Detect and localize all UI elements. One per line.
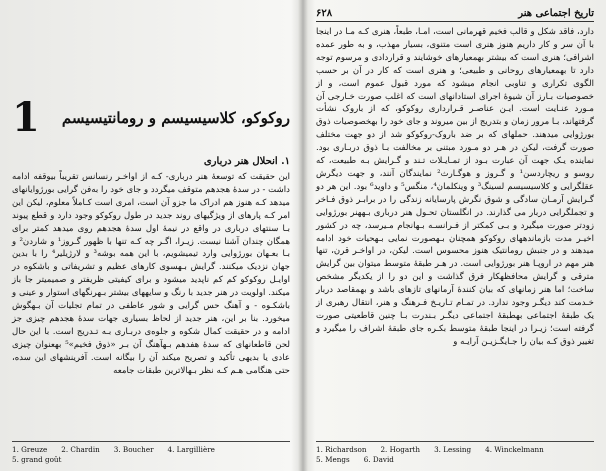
right-footnotes	[316, 441, 594, 465]
footnote-row	[12, 455, 290, 465]
page-number: ۶۲۸	[316, 8, 333, 19]
footnote: 3. Boucher	[113, 445, 154, 454]
left-page	[0, 0, 302, 471]
section-title: ۱. انحلال هنر درباری	[203, 156, 290, 167]
footnote-row	[316, 455, 594, 465]
running-header-title: تاریخ اجتماعی هنر	[518, 8, 594, 19]
chapter-title: روکوکو، کلاسیسیسم و رومانتیسیسم	[61, 109, 290, 127]
footnote-row	[12, 445, 290, 455]
chapter-number: 1	[12, 94, 40, 141]
footnote: 3. Lessing	[434, 445, 472, 454]
footnote: 2. Chardin	[61, 445, 100, 454]
footnote: 5. grand goût	[12, 455, 62, 464]
footnote: 4. Largillière	[167, 445, 215, 454]
footnote-row	[316, 445, 594, 455]
running-header	[316, 8, 594, 22]
chapter-heading	[12, 94, 290, 141]
footnote: 1. Richardson	[316, 445, 367, 454]
footnote: 1. Greuze	[12, 445, 48, 454]
left-body-text: این حقیقت که توسعۀ هنر درباری- کـه از اواخـر رنسانس تقریباً بیوقفه ادامه داشت - در سدۀ هجدهم متوقف میگردد و جای خود را به‌فن گرایی بورژوایانهای میدهد کـه هنوز هم ادراک ما جزو آن است، امری است کـاملاً معلوم، لیکن این امر کـه پارهای از ویژگیهای روند جدید در طول روکوکو وجود دارد و قطع پیوند بـا سنتهای درباری در واقع در نیمۀ اول سدۀ هجدهم روی میدهد کمتر برای همگان چندان آشنا نیست. زیـرا، اگـر چه کـه تنها با ظهور گـروز¹ و شاردن² و بـا بعـهان بورژوایی وارد تیمیشویم، با این همه بوشه³ و لارژیلیر⁴ را با بدین جهان نزدیک میکنند. گرایش بـهسوی کارهای عظیم و تشریفاتی و باشکوه در اوایـل روکوکو کم کم ناپدید میشود و برای کیفیتی ظریفتر و صمیمیتر جا باز میکند. اولویت در هنر جدید با رنگ و سایههای بیشتر بـهرنگهای استوار و عینی و باشکـوه - و آهنگ حس گرایی و شور عاطفی در تمام تجلیات آن بـهگوش میخورد. بنا بر این، هنر جدید از لحاظ بسیاری جهات سدۀ هجدهم چیزی جز ادامه و در حقیقت کمال شکوه و جلوه‌ی دربـاری بـه تـدریج است. با این حال لحن قاطعانهای که سدۀ هفدهم بـهآهنگ آن بـر «ذوق فخیم»⁵ بهعنوان چیزی عادی یا بدیهی تأکید و تصریح میکند آن را بیگانه است. آفرینشهای این سده، حتی هنگامی هـم کـه نظر بـهالاترین طبقات جامعه	[11, 172, 291, 376]
footnote: 4. Winckelmann	[485, 445, 544, 454]
right-body-text: دارد، فاقد شکل و قالب فخیم قهرمانی است، امـا، طبعاً، هنری کـه مـا در اینجا با آن سر و کار داریم هنوز هنری است متنوی، بسیار مهذب، و به طور عمده اشرافی؛ هنری است که بیشتر بهمعیارهای خوشایند و قراردادی و مرسوم توجه دارد تا بهمعیارهای روحانی و طبیعی؛ و هنری است که کار در آن بر حسب الگوی تکراری و تناوبی انجام میشود که مورد قبول عموم است، و از خصوصیات بـارز آن شیوۀ اجرای استادانهای است که اغلب صورت خـارجی آن مـورد عنـایت است. ایـن عناصـر قـرارداری روکوکو، که از باروک نشأت گرفتهاند، بـا مرور زمان و بتدریج از بین میروند و جای خود را بهخصوصیات ذوق بورژوایی میدهند. حملهای که بر ضد باروک-روکوکو شد از دو جهت مختلف صورت گرفت، لیکن در هـر دو مـورد مبتنی بر مخالفت بـا ذوق دربـاری بود. نماینده یـک جهت آن عبارت بـود از تمـایـلات تـند و گـرایش بـه طبیعت، که روسو و ریچاردسن¹ و گـروز و هوگـارث² نمایندگان آنند، و جهت دیگرش عقلگرایی و کلاسیسیسم لسینگ³ و وینکلمان⁴، منگس⁵ و داوید⁶ بود. این هر دو گـرایش آرمـان سادگی و شوق نگرش پارسایانه زندگی را در برابـر ذوق فـاخر و تجملگرایی دربار می گذارند. در انگلستان تحـول هنر درباری بـههنر بورژوایی زودتر صورت میگیرد و بـی کمکتر از فـرانسـه بـهانجام مـیرسد، چه در کشور اخیـر مدت بازماندههای روکوکو همچنان بـهصورت نمایی بـهحیات خود ادامه میدهند و در جنبش رومانتیک هنوز محسوس است. لیکن، در اواخـر قرن، تنها هنر مهم در اروپـا هنر بورژوایی است. در هـر طبقۀ متوسط میتوان بین گرایش مترقی و گرایش محافظهکار فرق گذاشت و این دو را از یکدیگر مشخص ساخت؛ اما هنر زمانهای که بیان کنندۀ آرمانهای تازهای باشد و بهمقاصد دربار خـدمت کند دیگـر وجود ندارد. در تمـام تـاریـخ فـرهنگ و هنر، انتقال رهبری از یک طبقۀ اجتماعی بهطبقۀ اجتماعی دیگـر بـندرت بـا چنین قاطعیتی صورت گرفته است؛ زیـرا در اینجا طبقۀ متوسط بکـره جای طبقۀ اشراف را میگیرد و تغییر ذوق کـه بیان را جـایگـزیـن آرایـه و	[316, 27, 595, 347]
footnote: 6. David	[363, 455, 394, 464]
left-footnotes	[12, 441, 290, 465]
footnote: 5. Mengs	[316, 455, 350, 464]
footnote: 2. Hogarth	[380, 445, 421, 454]
right-page	[304, 0, 606, 471]
